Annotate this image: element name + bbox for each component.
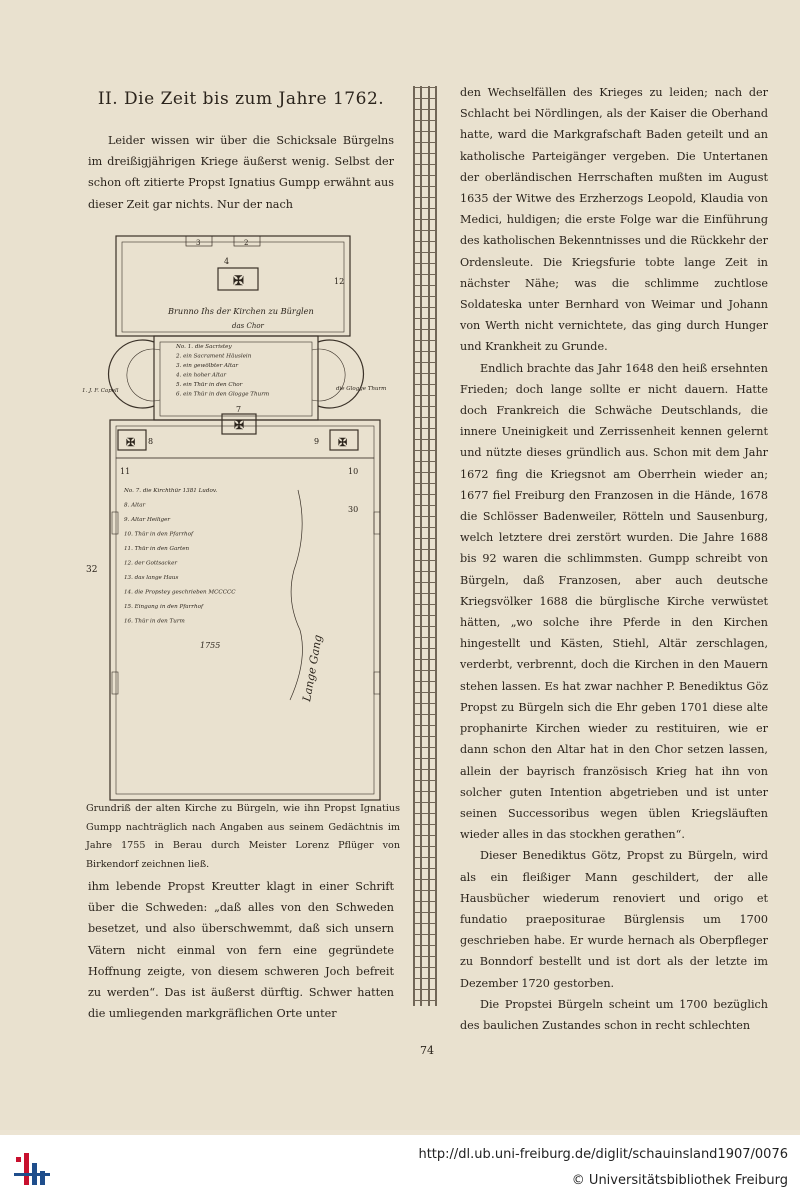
plan-legend-nave-6: 13. das lange Haus	[124, 575, 179, 581]
university-library-logo-icon	[12, 1149, 52, 1189]
plan-legend-nave-7: 14. die Propstey geschrieben MCCCCC	[124, 589, 236, 596]
plan-legend-nave-5: 12. der Gottsacker	[124, 560, 178, 567]
plan-legend-nave-4: 11. Thür in den Garten	[124, 546, 190, 552]
left-paragraph-2: ihm lebende Propst Kreutter klagt in einer Schrift über die Schweden: „daß alles von den Schweden besetzet, und also überschwemmt, daß sich unsern Vätern nicht einmal von fern eine gegründete Hoffnung zeigte, von diesem schweren Joch befreit zu werden“. Das ist äußerst dürftig. Schwer hatten die umliegenden markgräflichen Orte unter	[88, 880, 394, 1021]
plan-num-3: 3	[196, 239, 201, 247]
plan-year: 1755	[200, 641, 221, 650]
left-paragraph-1: Leider wissen wir über die Schicksale Bürgelns im dreißigjährigen Kriege äußerst wenig. Selbst der schon oft zitierte Propst Ignatius Gumpp erwähnt aus dieser Zeit gar nichts. Nur der nach	[88, 134, 394, 211]
plan-legend-top-2: 3. ein gewölbter Altar	[176, 363, 239, 369]
plan-num-8: 8	[148, 437, 154, 446]
plan-legend-top-1: 2. ein Sacrament Häuslein	[176, 353, 252, 360]
cross-icon: ✠	[338, 436, 348, 449]
plan-legend-top-5: 6. ein Thür in den Glogge Thurm	[176, 391, 270, 398]
cross-icon: ✠	[126, 436, 136, 449]
page-number: 74	[420, 1044, 434, 1057]
plan-legend-nave-1: 8. Altar	[124, 502, 146, 509]
plan-num-9: 9	[314, 437, 320, 446]
column-divider-ornament	[413, 86, 437, 1006]
right-paragraph-4: Die Propstei Bürgeln scheint um 1700 bezüglich des baulichen Zustandes schon in recht schlechten	[460, 997, 768, 1032]
plan-num-7: 7	[236, 405, 242, 414]
cross-icon: ✠	[233, 274, 244, 289]
plan-legend-nave-0: No. 7. die Kirchthür 1381 Ludov.	[124, 488, 218, 494]
permalink-url[interactable]: http://dl.ub.uni-freiburg.de/diglit/schauinsland1907/0076	[418, 1147, 788, 1162]
plan-legend-top-3: 4. ein hoher Altar	[176, 372, 227, 379]
plan-legend-top-4: 5. ein Thür in den Chor	[176, 382, 243, 388]
plan-legend-nave-2: 9. Altar Heiliger	[124, 517, 171, 523]
right-column	[460, 82, 768, 1036]
right-paragraph-3: Dieser Benediktus Götz, Propst zu Bürgeln, wird als ein fleißiger Mann geschildert, der alle Hausbücher wiederum renoviert und origo et fundatio praepositurae Bürglensis um 1700 geschrieben habe. Er wurde hernach als Oberpfleger zu Bonndorf bestellt und ist dort als der letzte im Dezember 1720 gestorben.	[460, 849, 768, 990]
plan-title: Brunno Ihs der Kirchen zu Bürglen	[168, 306, 314, 316]
section-heading: II. Die Zeit bis zum Jahre 1762.	[97, 89, 385, 109]
plan-legend-top-0: No. 1. die Sacristey	[176, 344, 232, 350]
copyright-notice: © Universitätsbibliothek Freiburg	[571, 1173, 788, 1188]
left-column-bottom	[88, 876, 394, 1024]
church-floor-plan	[82, 222, 398, 804]
left-column-top	[88, 82, 394, 215]
plan-legend-nave-8: 15. Eingang in den Pfarrhof	[124, 604, 204, 610]
plan-subtitle: das Chor	[232, 322, 264, 330]
plan-vertical-note: Lange Gang	[300, 633, 325, 703]
plan-num-10: 10	[348, 467, 359, 476]
plan-num-11: 11	[120, 467, 131, 476]
figure-caption: Grundriß der alten Kirche zu Bürgeln, wie ihn Propst Ignatius Gumpp nachträglich nach Angaben aus seinem Gedächtnis im Jahre 1755 in Berau durch Meister Lorenz Pflüger von Birkendorf zeichnen ließ.	[86, 803, 400, 870]
plan-num-12: 12	[334, 277, 345, 286]
plan-legend-nave-9: 16. Thür in den Turm	[124, 618, 185, 625]
right-paragraph-2: Endlich brachte das Jahr 1648 den heiß ersehnten Frieden; doch lange sollte er nicht dauern. Hatte doch Frankreich die Schwäche Deutschlands, die innere Uneinigkeit und Zerrissenheit kennen gelernt und nützte dieses gründlich aus. Schon mit dem Jahr 1672 fing die Kriegsnot am Oberrhein wieder an; 1677 fiel Freiburg den Franzosen in die Hände, 1678 die Schlösser Badenweiler, Rötteln und Sausenburg, welch letztere drei zerstört wurden. Die Jahre 1688 bis 92 waren die schlimmsten. Gumpp schreibt von Bürgeln, daß Franzosen, aber auch deutsche Kriegsvölker 1688 die bürglische Kirche verwüstet hätten, „wo solche ihre Pferde in den Kirchen hingestellt und Kästen, Stiehl, Altär zerschlagen, verderbt, verbrennt, doch die Kirchen in den Mauern stehen lassen. Es hat zwar nachher P. Benediktus Göz Propst zu Bürgeln sich die Ehr geben 1701 diese alte prophanirte Kirchen wieder zu restituiren, wie er dann schon den Altar hat in den Chor setzen lassen, allein der bayrisch französisch Krieg hat ihn von solcher guten Intention abgetrieben und ist unter seinen Successoribus wegen üblen Kriegsläuften wieder alles in das stockhen gerathen“.	[460, 361, 768, 842]
right-paragraph-1: den Wechselfällen des Krieges zu leiden; nach der Schlacht bei Nördlingen, als der Kaiser die Oberhand hatte, ward die Markgrafschaft Baden geteilt und an katholische Parteigänger vergeben. Die Untertanen der oberländischen Herrschaften mußten im August 1635 der Witwe des Erzherzogs Leopold, Klaudia von Medici, huldigen; die erste Folge war die Einführung des katholischen Bekenntnisses und die Rückkehr der Ordensleute. Die Kriegsfurie tobte lange Zeit in nächster Nähe; was die schlimme zuchtlose Soldateska unter Bernhard von Weimar und Johann von Werth nicht vernichtete, das ging durch Hunger und Krankheit zu Grunde.	[460, 86, 768, 354]
plan-num-4: 4	[224, 257, 230, 266]
plan-right-tower-label: die Glogge Thurm	[336, 386, 387, 392]
plan-left-tower-label: 1. J. F. Capell	[82, 388, 119, 394]
plan-num-30: 30	[348, 505, 359, 514]
viewer-footer	[0, 1135, 800, 1197]
plan-num-left: 32	[86, 565, 98, 575]
plan-num-2: 2	[244, 239, 249, 247]
plan-legend-nave-3: 10. Thür in den Pfarrhof	[124, 531, 194, 538]
cross-icon: ✠	[234, 418, 245, 432]
